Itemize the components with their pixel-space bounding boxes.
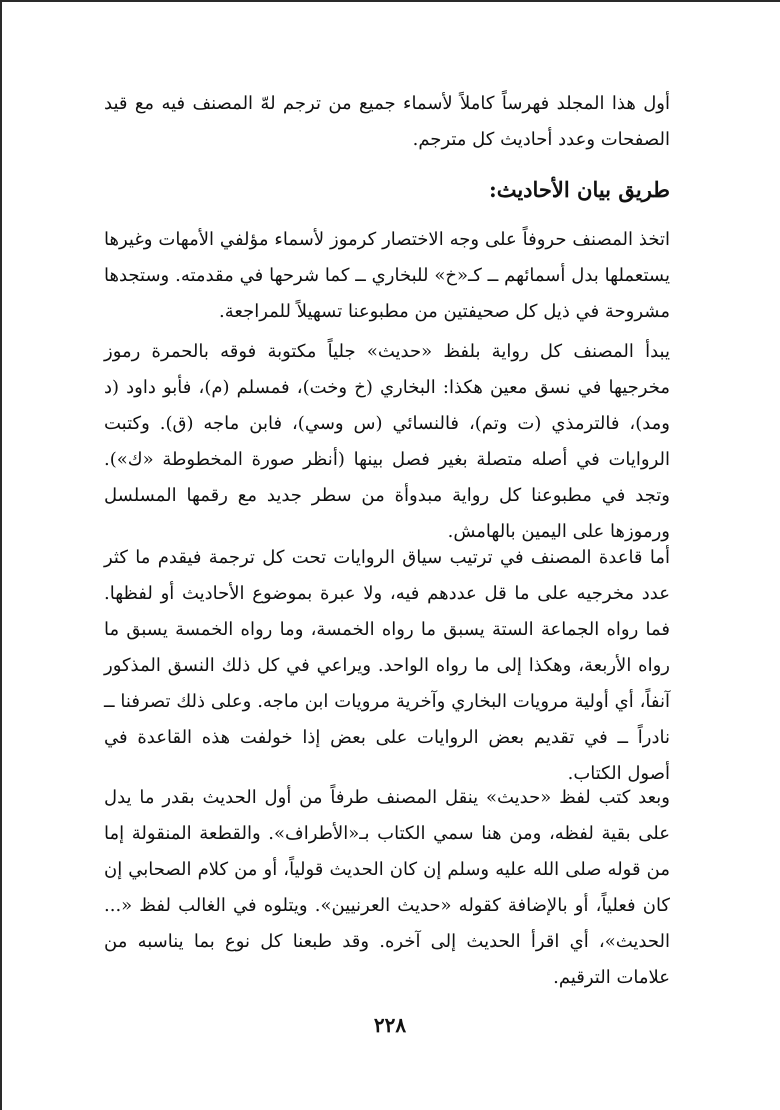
paragraph-abbreviations: اتخذ المصنف حروفاً على وجه الاختصار كرموز لأسماء مؤلفي الأمهات وغيرها يستعملها بدل أسمائهم ــ كـ«خ» للبخاري ــ كما شرحها في مقدمته. وستجدها مشروحة في ذيل كل صحيفتين من مطبوعنا تسهيلاً للمراجعة.: [104, 229, 670, 322]
scan-edge-left: [0, 0, 2, 1110]
page-number: ٢٢٨: [373, 1013, 407, 1037]
scan-edge-top: [0, 0, 780, 2]
paragraph-hadith-start: يبدأ المصنف كل رواية بلفظ «حديث» جلياً مكتوبة فوقه بالحمرة رموز مخرجيها في نسق معين هكذا: البخاري (خ وخت)، فمسلم (م)، فأبو داود (د ومد)، فالترمذي (ت وتم)، فالنسائي (س وسي)، فابن ماجه (ق). وكتبت الروايات في أصله متصلة بغير فصل بينها (أنظر صورة المخطوطة «ك»). وتجد في مطبوعنا كل رواية مبدوأة من سطر جديد مع رقمها المسلسل ورموزها على اليمين بالهامش.: [104, 341, 670, 542]
paragraph-ordering-rule: أما قاعدة المصنف في ترتيب سياق الروايات تحت كل ترجمة فيقدم ما كثر عدد مخرجيه على ما قل عددهم فيه، ولا عبرة بموضوع الأحاديث أو لفظها. فما رواه الجماعة الستة يسبق ما رواه الخمسة، وما رواه الخمسة يسبق ما رواه الأربعة، وهكذا إلى ما رواه الواحد. ويراعي في كل ذلك النسق المذكور آنفاً، أي أولية مرويات البخاري وآخرية مرويات ابن ماجه. وعلى ذلك تصرفنا ــ نادراً ــ في تقديم بعض الروايات على بعض إذا خولفت هذه القاعدة في أصول الكتاب.: [104, 547, 670, 784]
section-heading: طريق بيان الأحاديث:: [488, 177, 670, 202]
intro-paragraph: أول هذا المجلد فهرساً كاملاً لأسماء جميع من ترجم لهّ المصنف فيه مع قيد الصفحات وعدد أحاديث كل مترجم.: [104, 93, 670, 150]
paragraph-atraf: وبعد كتب لفظ «حديث» ينقل المصنف طرفاً من أول الحديث بقدر ما يدل على بقية لفظه، ومن هنا سمي الكتاب بـ«الأطراف». والقطعة المنقولة إما من قوله صلى الله عليه وسلم إن كان الحديث قولياً، أو من كلام الصحابي إن كان فعلياً، أو بالإضافة كقوله «حديث العرنيين». ويتلوه في الغالب لفظ «... الحديث»، أي اقرأ الحديث إلى آخره. وقد طبعنا كل نوع بما يناسبه من علامات الترقيم.: [104, 787, 670, 988]
